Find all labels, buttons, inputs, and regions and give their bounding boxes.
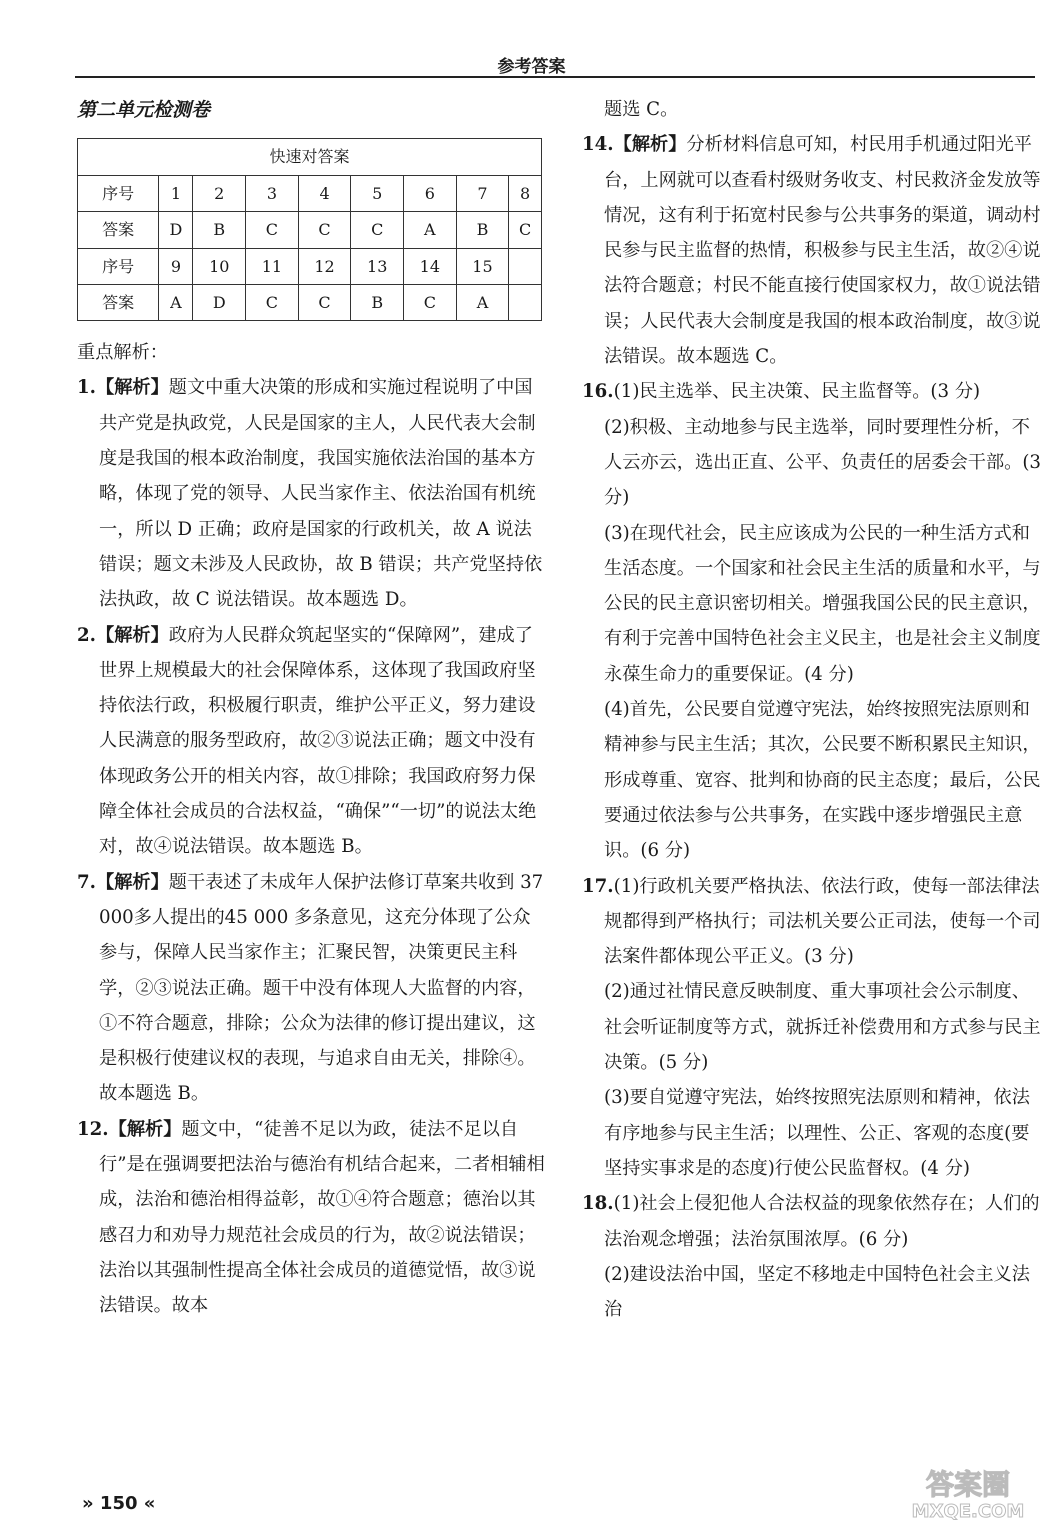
answer-item: [582, 1257, 1044, 1328]
section-title: 第二单元检测卷: [77, 99, 211, 121]
answer-item-text: (3)要自觉遵守宪法，始终按照宪法原则和精神，依法有序地参与民主生活；以理性、公正、客观的态度(要坚持实事求是的态度)行使公民监督权。(4 分): [604, 1087, 1030, 1179]
analysis-item-text: 政府为人民群众筑起坚实的“保障网”，建成了世界上规模最大的社会保障体系，这体现了我国政府坚持依法行政，积极履行职责，维护公平正义，努力建设人民满意的服务型政府，故②③说法正确；题文中没有体现政务公开的相关内容，故①排除；我国政府努力保障全体社会成员的合法权益，“确保”“一切”的说法太绝对，故④说法错误。故本题选 B。: [99, 624, 537, 858]
answer-table-cell: A: [456, 284, 509, 320]
answer-table-cell: 8: [509, 176, 542, 212]
answer-table-row: [78, 248, 542, 284]
answer-table-cell: 13: [351, 248, 404, 284]
analysis-item: [77, 865, 545, 1112]
answer-table-row-header: 序号: [78, 176, 159, 212]
answer-item-text: (2)通过社情民意反映制度、重大事项社会公示制度、社会听证制度等方式，就拆迁补偿费用和方式参与民主决策。(5 分): [604, 981, 1041, 1074]
answer-table-cell: C: [246, 284, 299, 320]
answer-table-cell: C: [351, 212, 404, 248]
answer-table-cell: B: [351, 284, 404, 320]
answer-item: [582, 869, 1044, 975]
answer-table-cell: 10: [193, 248, 246, 284]
answer-item: [582, 1186, 1044, 1257]
answer-table-cell: [509, 284, 542, 320]
page-number-suffix: «: [143, 1493, 156, 1514]
page-number-prefix: »: [82, 1493, 94, 1514]
answer-table-row-header: 序号: [78, 248, 159, 284]
analysis-item-tag: 【解析】: [108, 1118, 182, 1140]
answer-table-body: [78, 176, 542, 321]
answer-table-cell: C: [298, 284, 351, 320]
answer-table: [77, 138, 542, 321]
answer-item-text: (3)在现代社会，民主应该成为公民的一种生活方式和生活态度。一个国家和社会民主生活的质量和水平，与公民的民主意识密切相关。增强我国公民的民主意识，有利于完善中国特色社会主义民主，也是社会主义制度永葆生命力的重要保证。(4 分): [604, 522, 1041, 685]
answer-table-cell: [509, 248, 542, 284]
answer-item-text: (4)首先，公民要自觉遵守宪法，始终按照宪法原则和精神参与民主生活；其次，公民要不断积累民主知识，形成尊重、宽容、批判和协商的民主态度；最后，公民要通过依法参与公共事务，在实践中逐步增强民主意识。(6 分): [604, 699, 1041, 862]
analysis-item-num: 1.: [77, 377, 96, 399]
answer-table-caption: 快速对答案: [78, 139, 542, 176]
answer-table-cell: C: [298, 212, 351, 248]
svg-text:答案圈: 答案圈: [925, 1468, 1011, 1501]
answer-item-num: 16.: [582, 381, 614, 403]
answer-item-tag: 【解析】: [613, 134, 687, 156]
answer-item: [582, 374, 1044, 409]
answer-table-cell: D: [159, 212, 193, 248]
analysis-item-num: 12.: [77, 1118, 109, 1140]
answer-item-text: (1)社会上侵犯他人合法权益的现象依然存在；人们的法治观念增强；法治氛围浓厚。(6 分): [604, 1193, 1040, 1250]
analysis-item-tag: 【解析】: [96, 871, 169, 893]
answer-table-cell: 15: [456, 248, 509, 284]
answer-table-cell: C: [509, 212, 542, 248]
page-header-title: 参考答案: [497, 57, 566, 77]
analysis-item-tag: 【解析】: [96, 377, 169, 399]
answer-item: [582, 692, 1044, 868]
site-watermark-logo: [893, 1462, 1043, 1522]
answer-item-text: (2)建设法治中国，坚定不移地走中国特色社会主义法治: [604, 1263, 1030, 1321]
answer-table-cell: A: [159, 284, 193, 320]
page-number: [82, 1493, 155, 1514]
right-analysis-list: [582, 127, 1044, 1327]
answer-table-cell: 14: [404, 248, 457, 284]
header-divider: [75, 76, 1035, 78]
answer-table-cell: 3: [246, 176, 299, 212]
answer-table-row-header: 答案: [78, 284, 159, 320]
analysis-item: [77, 618, 545, 865]
analysis-item-num: 2.: [77, 624, 96, 646]
analysis-item: [77, 370, 545, 617]
answer-table-cell: 1: [159, 176, 193, 212]
answer-table-cell: B: [193, 212, 246, 248]
answer-table-row: [78, 284, 542, 320]
analysis-item-text: 题文中重大决策的形成和实施过程说明了中国共产党是执政党，人民是国家的主人，人民代表大会制度是我国的根本政治制度，我国实施依法治国的基本方略，体现了党的领导、人民当家作主、依法治国有机统一，所以 D 正确；政府是国家的行政机关，故 A 说法错误；题文未涉及人民政协，故 B 错误；共产党坚持依法执政，故 C 说法错误。故本题选 D。: [99, 377, 543, 611]
answer-table-cell: 4: [298, 176, 351, 212]
answer-item-num: 18.: [582, 1193, 614, 1215]
answer-table-cell: 6: [404, 176, 457, 212]
answer-table-cell: B: [456, 212, 509, 248]
answer-table-row-header: 答案: [78, 212, 159, 248]
continued-text: 题选 C。: [604, 99, 679, 120]
answer-item: [582, 127, 1044, 374]
answer-table-cell: 7: [456, 176, 509, 212]
left-analysis-list: [77, 370, 545, 1323]
notes-title: 重点解析：: [77, 342, 168, 364]
answer-item: [582, 410, 1044, 516]
answer-table-cell: C: [246, 212, 299, 248]
answer-item: [582, 516, 1044, 692]
answer-item: [582, 1080, 1044, 1186]
answer-item-num: 17.: [582, 875, 614, 897]
answer-item-num: 14.: [582, 134, 614, 156]
analysis-item-tag: 【解析】: [96, 624, 169, 646]
analysis-item-text: 题干表述了未成年人保护法修订草案共收到 37 000多人提出的45 000 多条意见，这充分体现了公众参与，保障人民当家作主；汇聚民智，决策更民主科学，②③说法正确。题干中没有体现人大监督的内容，①不符合题意，排除；公众为法律的修订提出建议，这是积极行使建议权的表现，与追求自由无关，排除④。故本题选 B。: [99, 871, 544, 1105]
answer-table-cell: D: [193, 284, 246, 320]
page-number-value: 150: [99, 1493, 138, 1514]
analysis-item-text: 题文中，“徒善不足以为政，徒法不足以自行”是在强调要把法治与德治有机结合起来，二者相辅相成，法治和德治相得益彰，故①④符合题意；德治以其感召力和劝导力规范社会成员的行为，故②说法错误；法治以其强制性提高全体社会成员的道德觉悟，故③说法错误。故本: [99, 1118, 545, 1317]
analysis-item: [77, 1112, 545, 1324]
answer-table-cell: 2: [193, 176, 246, 212]
analysis-item-num: 7.: [77, 871, 96, 893]
left-column: [77, 92, 545, 1324]
answer-table-row: [78, 176, 542, 212]
answer-table-cell: C: [404, 284, 457, 320]
answer-table-row: [78, 212, 542, 248]
answer-table-cell: 12: [298, 248, 351, 284]
answer-item-text: (1)民主选举、民主决策、民主监督等。(3 分): [613, 381, 981, 403]
answer-table-cell: 11: [246, 248, 299, 284]
answer-table-cell: A: [404, 212, 457, 248]
answer-item: [582, 974, 1044, 1080]
answer-table-cell: 9: [159, 248, 193, 284]
svg-text:MXQE.COM: MXQE.COM: [911, 1501, 1025, 1522]
answer-item-text: (2)积极、主动地参与民主选举，同时要理性分析，不人云亦云，选出正直、公平、负责任的居委会干部。(3 分): [604, 416, 1041, 509]
answer-item-text: 分析材料信息可知，村民用手机通过阳光平台，上网就可以查看村级财务收支、村民救济金发放等情况，这有利于拓宽村民参与公共事务的渠道，调动村民参与民主监督的热情，积极参与民主生活，故②④说法符合题意；村民不能直接行使国家权力，故①说法错误；人民代表大会制度是我国的根本政治制度，故③说法错误。故本题选 C。: [604, 134, 1041, 368]
answer-item-text: (1)行政机关要严格执法、依法行政，使每一部法律法规都得到严格执行；司法机关要公正司法，使每一个司法案件都体现公平正义。(3 分): [604, 875, 1041, 968]
answer-table-cell: 5: [351, 176, 404, 212]
right-column: [582, 92, 1044, 1327]
